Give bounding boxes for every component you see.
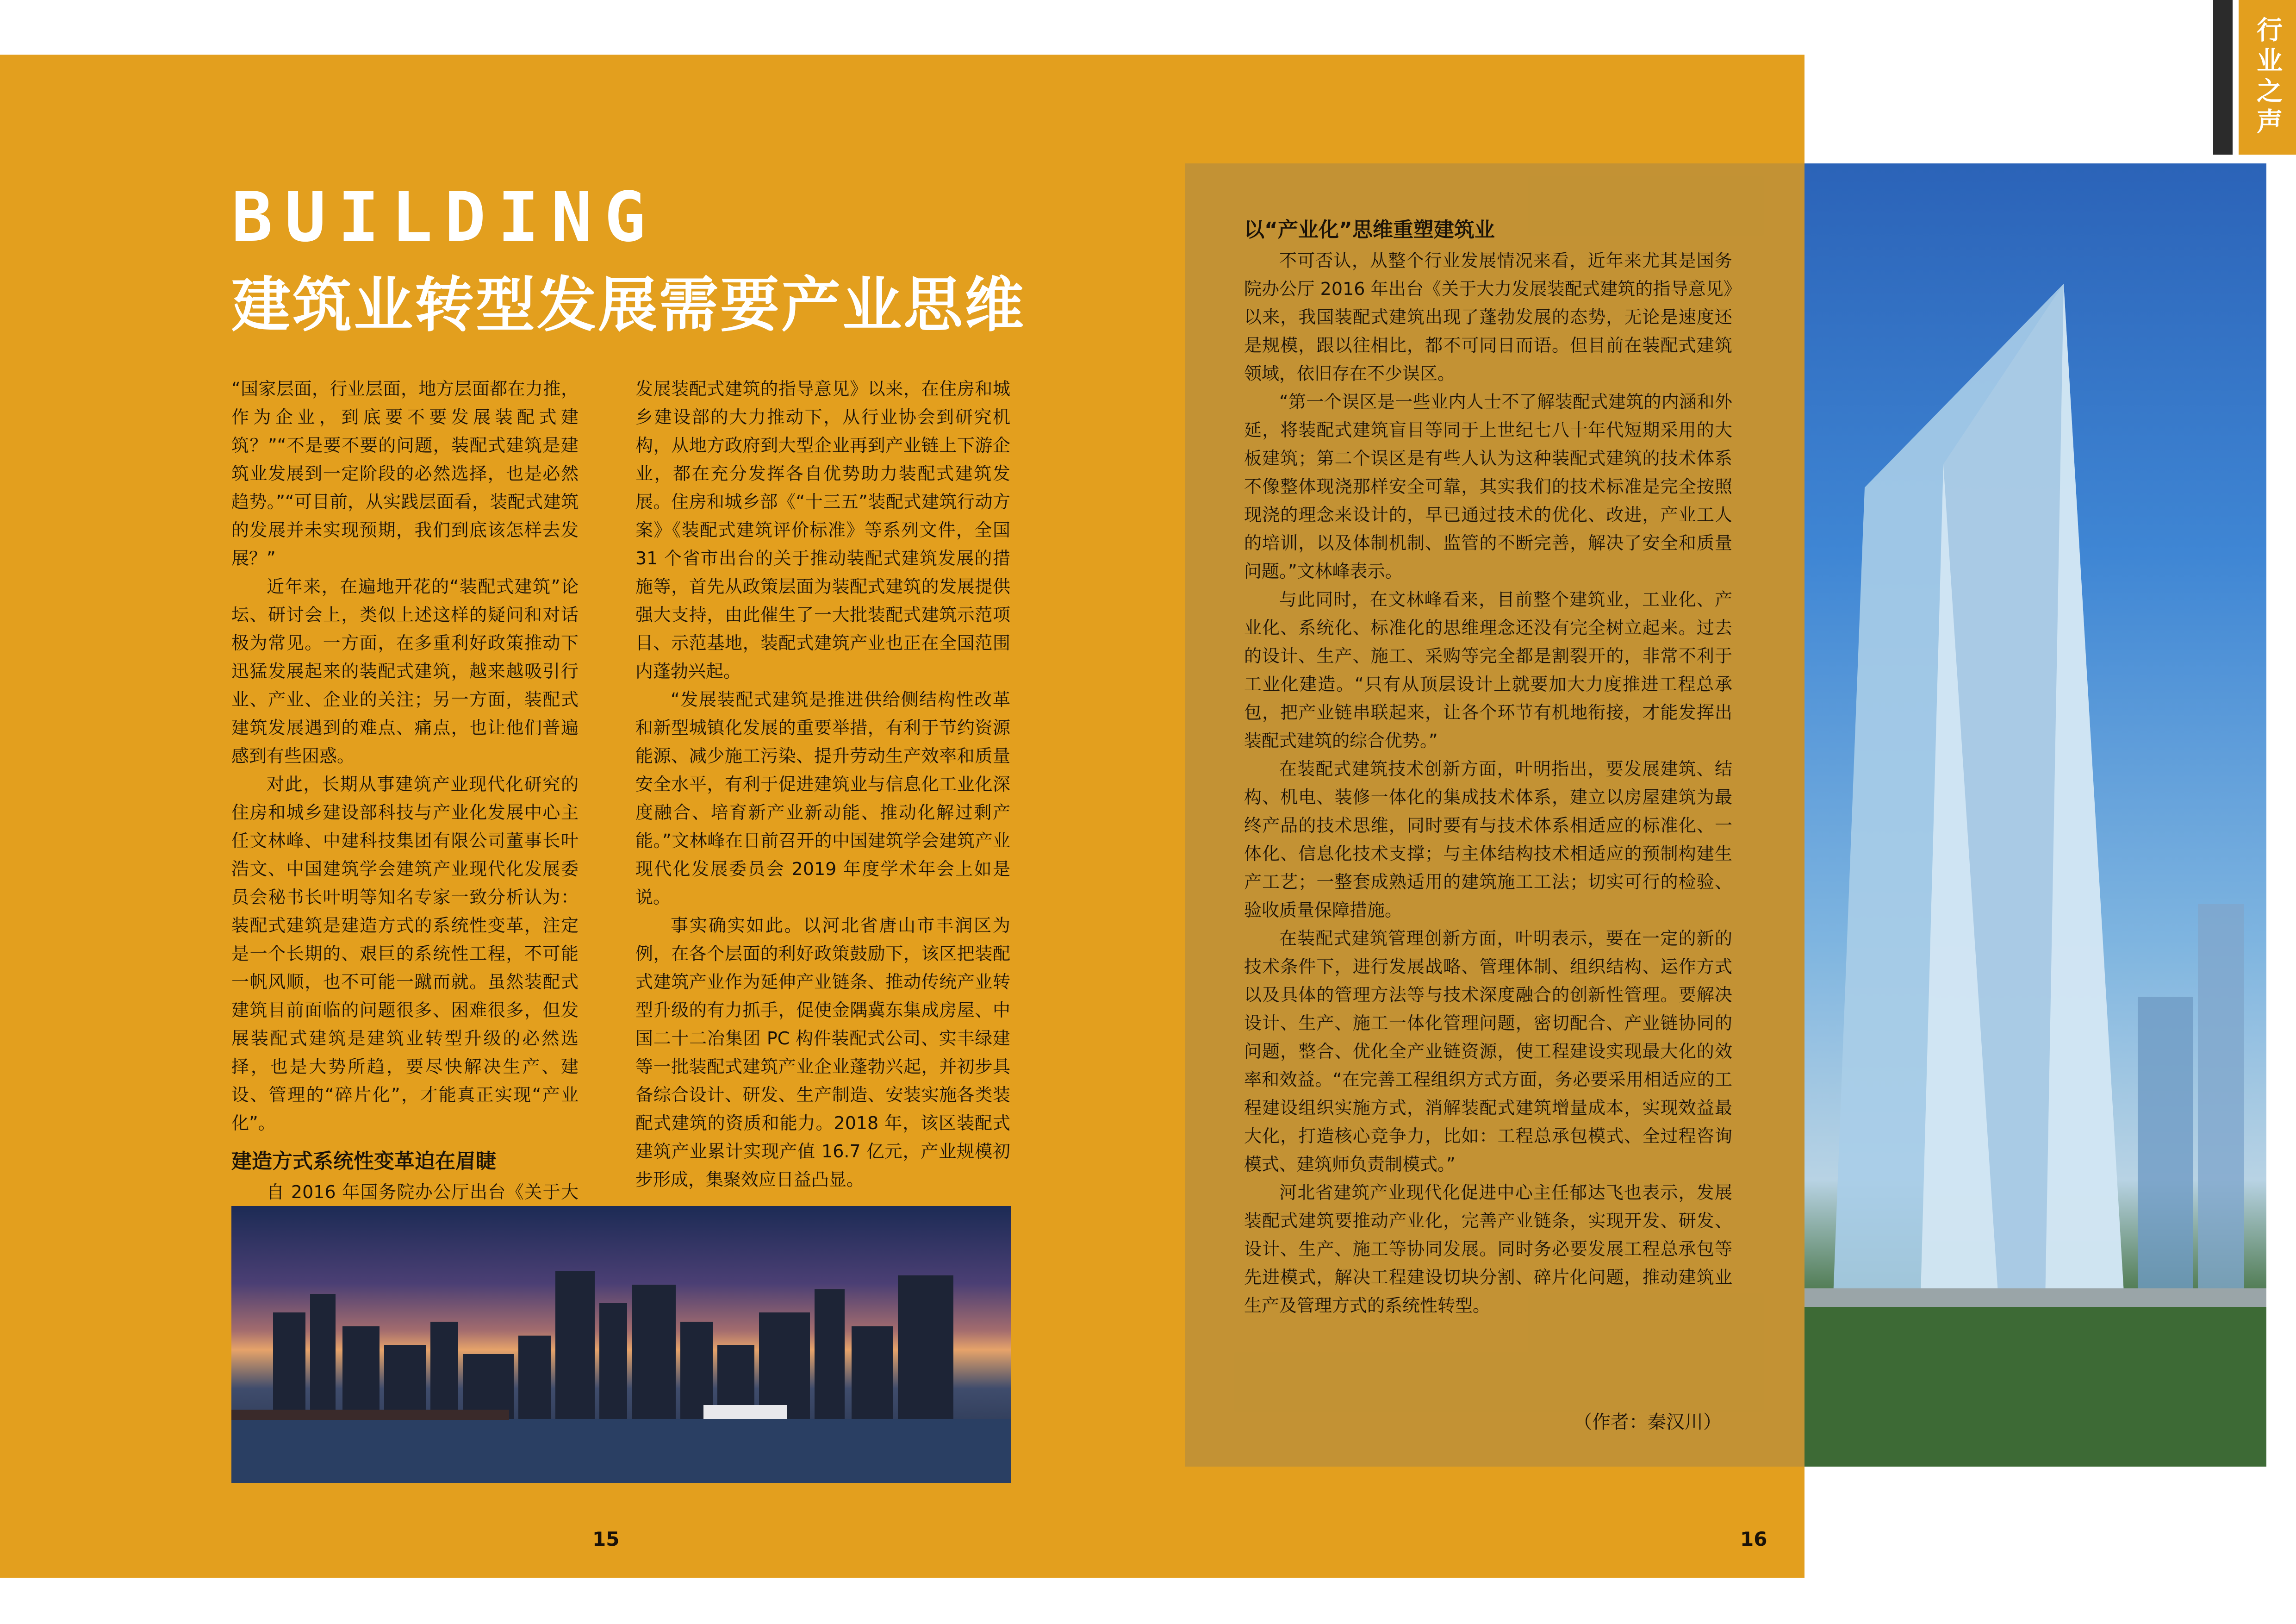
skyline-illustration: [231, 1206, 1011, 1483]
article-column-2: [635, 375, 1010, 1194]
paragraph: 在装配式建筑技术创新方面，叶明指出，要发展建筑、结构、机电、装修一体化的集成技术体系，建立以房屋建筑为最终产品的技术思维，同时要有与技术体系相适应的标准化、一体化、信息化技术支撑；与主体结构技术相适应的预制构建生产工艺；一整套成熟适用的建筑施工工法；切实可行的检验、验收质量保障措施。: [1244, 759, 1732, 920]
paragraph: 自 2016 年国务院办公厅出台《关于大: [267, 1182, 579, 1202]
title-chinese: 建筑业转型发展需要产业思维: [231, 271, 1026, 340]
article-column-3: [1244, 215, 1732, 1320]
page-number-right: 16: [1740, 1528, 1767, 1550]
paragraph: “第一个误区是一些业内人士不了解装配式建筑的内涵和外延，将装配式建筑盲目等同于上世纪七八十年代短期采用的大板建筑；第二个误区是有些人认为这种装配式建筑的技术体系不像整体现浇那样安全可靠，其实我们的技术标准是完全按照现浇的理念来设计的，早已通过技术的优化、改进，产业工人的培训，以及体制机制、监管的不断完善，解决了安全和质量问题。”文林峰表示。: [1244, 392, 1732, 581]
paragraph: 近年来，在遍地开花的“装配式建筑”论坛、研讨会上，类似上述这样的疑问和对话极为常见。一方面，在多重利好政策推动下迅猛发展起来的装配式建筑，越来越吸引行业、产业、企业的关注；另一方面，装配式建筑发展遇到的难点、痛点，也让他们普遍感到有些困惑。: [231, 576, 579, 766]
article-column-1: [231, 375, 579, 1235]
paragraph: 对此，长期从事建筑产业现代化研究的住房和城乡建设部科技与产业化发展中心主任文林峰、中建科技集团有限公司董事长叶浩文、中国建筑学会建筑产业现代化发展委员会秘书长叶明等知名专家一致分析认为：装配式建筑是建造方式的系统性变革，注定是一个长期的、艰巨的系统性工程，不可能一帆风顺，也不可能一蹴而就。虽然装配式建筑目前面临的问题很多、困难很多，但发展装配式建筑是建筑业转型升级的必然选择，也是大势所趋，要尽快解决生产、建设、管理的“碎片化”，才能真正实现“产业化”。: [231, 774, 579, 1133]
category-tab-bar: [2213, 0, 2233, 155]
paragraph: 与此同时，在文林峰看来，目前整个建筑业，工业化、产业化、系统化、标准化的思维理念还没有完全树立起来。过去的设计、生产、施工、采购等完全都是割裂开的，非常不利于工业化建造。“只有从顶层设计上就要加大力度推进工程总承包，把产业链串联起来，让各个环节有机地衔接，才能发挥出装配式建筑的综合优势。”: [1244, 589, 1732, 751]
paragraph: 事实确实如此。以河北省唐山市丰润区为例，在各个层面的利好政策鼓励下，该区把装配式建筑产业作为延伸产业链条、推动传统产业转型升级的有力抓手，促使金隅冀东集成房屋、中国二十二冶集团 PC 构件装配式公司、实丰绿建等一批装配式建筑产业企业蓬勃兴起，并初步具备综合设计、研发、生产制造、安装实施各类装配式建筑的资质和能力。2018 年，该区装配式建筑产业累计实现产值 16.7 亿元，产业规模初步形成，集聚效应日益凸显。: [635, 915, 1010, 1190]
paragraph: 不可否认，从整个行业发展情况来看，近年来尤其是国务院办公厅 2016 年出台《关于大力发展装配式建筑的指导意见》以来，我国装配式建筑出现了蓬勃发展的态势，无论是速度还是规模，跟以往相比，都不可同日而语。但目前在装配式建筑领域，依旧存在不少误区。: [1244, 250, 1732, 384]
paragraph: “国家层面，行业层面，地方层面都在力推，作为企业，到底要不要发展装配式建筑？”“不是要不要的问题，装配式建筑是建筑业发展到一定阶段的必然选择，也是必然趋势。”“可目前，从实践层面看，装配式建筑的发展并未实现预期，我们到底该怎样去发展？”: [231, 379, 579, 568]
title-english: BUILDING: [231, 177, 658, 257]
paragraph: 河北省建筑产业现代化促进中心主任郁达飞也表示，发展装配式建筑要推动产业化，完善产业链条，实现开发、研发、设计、生产、施工等协同发展。同时务必要发展工程总承包等先进模式，解决工程建设切块分割、碎片化问题，推动建筑业生产及管理方式的系统性转型。: [1244, 1182, 1732, 1316]
page-number-left: 15: [592, 1528, 620, 1550]
author-credit: （作者：秦汉川）: [1574, 1412, 1722, 1433]
paragraph: 在装配式建筑管理创新方面，叶明表示，要在一定的新的技术条件下，进行发展战略、管理体制、组织结构、运作方式以及具体的管理方法等与技术深度融合的创新性管理。要解决设计、生产、施工一体化管理问题，密切配合、产业链协同的问题，整合、优化全产业链资源，使工程建设实现最大化的效率和效益。“在完善工程组织方式方面，务必要采用相适应的工程建设组织实施方式，消解装配式建筑增量成本，实现效益最大化，打造核心竞争力，比如：工程总承包模式、全过程咨询模式、建筑师负责制模式。”: [1244, 928, 1732, 1174]
paragraph: 发展装配式建筑的指导意见》以来，在住房和城乡建设部的大力推动下，从行业协会到研究机构，从地方政府到大型企业再到产业链上下游企业，都在充分发挥各自优势助力装配式建筑发展。住房和城乡部《“十三五”装配式建筑行动方案》《装配式建筑评价标准》等系列文件，全国 31 个省市出台的关于推动装配式建筑发展的措施等，首先从政策层面为装配式建筑的发展提供强大支持，由此催生了一大批装配式建筑示范项目、示范基地，装配式建筑产业也正在全国范围内蓬勃兴起。: [635, 379, 1010, 681]
skyscraper-photo: [1804, 163, 2266, 1467]
section-heading: 建造方式系统性变革迫在眉睫: [231, 1149, 496, 1173]
paragraph: “发展装配式建筑是推进供给侧结构性改革和新型城镇化发展的重要举措，有利于节约资源能源、减少施工污染、提升劳动生产效率和质量安全水平，有利于促进建筑业与信息化工业化深度融合、培育新产业新动能、推动化解过剩产能。”文林峰在日前召开的中国建筑学会建筑产业现代化发展委员会 2019 年度学术年会上如是说。: [635, 689, 1010, 907]
city-skyline-photo: [231, 1206, 1011, 1483]
section-heading: 以“产业化”思维重塑建筑业: [1244, 218, 1495, 242]
skyscraper-illustration: [1804, 163, 2266, 1467]
category-label: 行业之声: [2239, 0, 2296, 155]
